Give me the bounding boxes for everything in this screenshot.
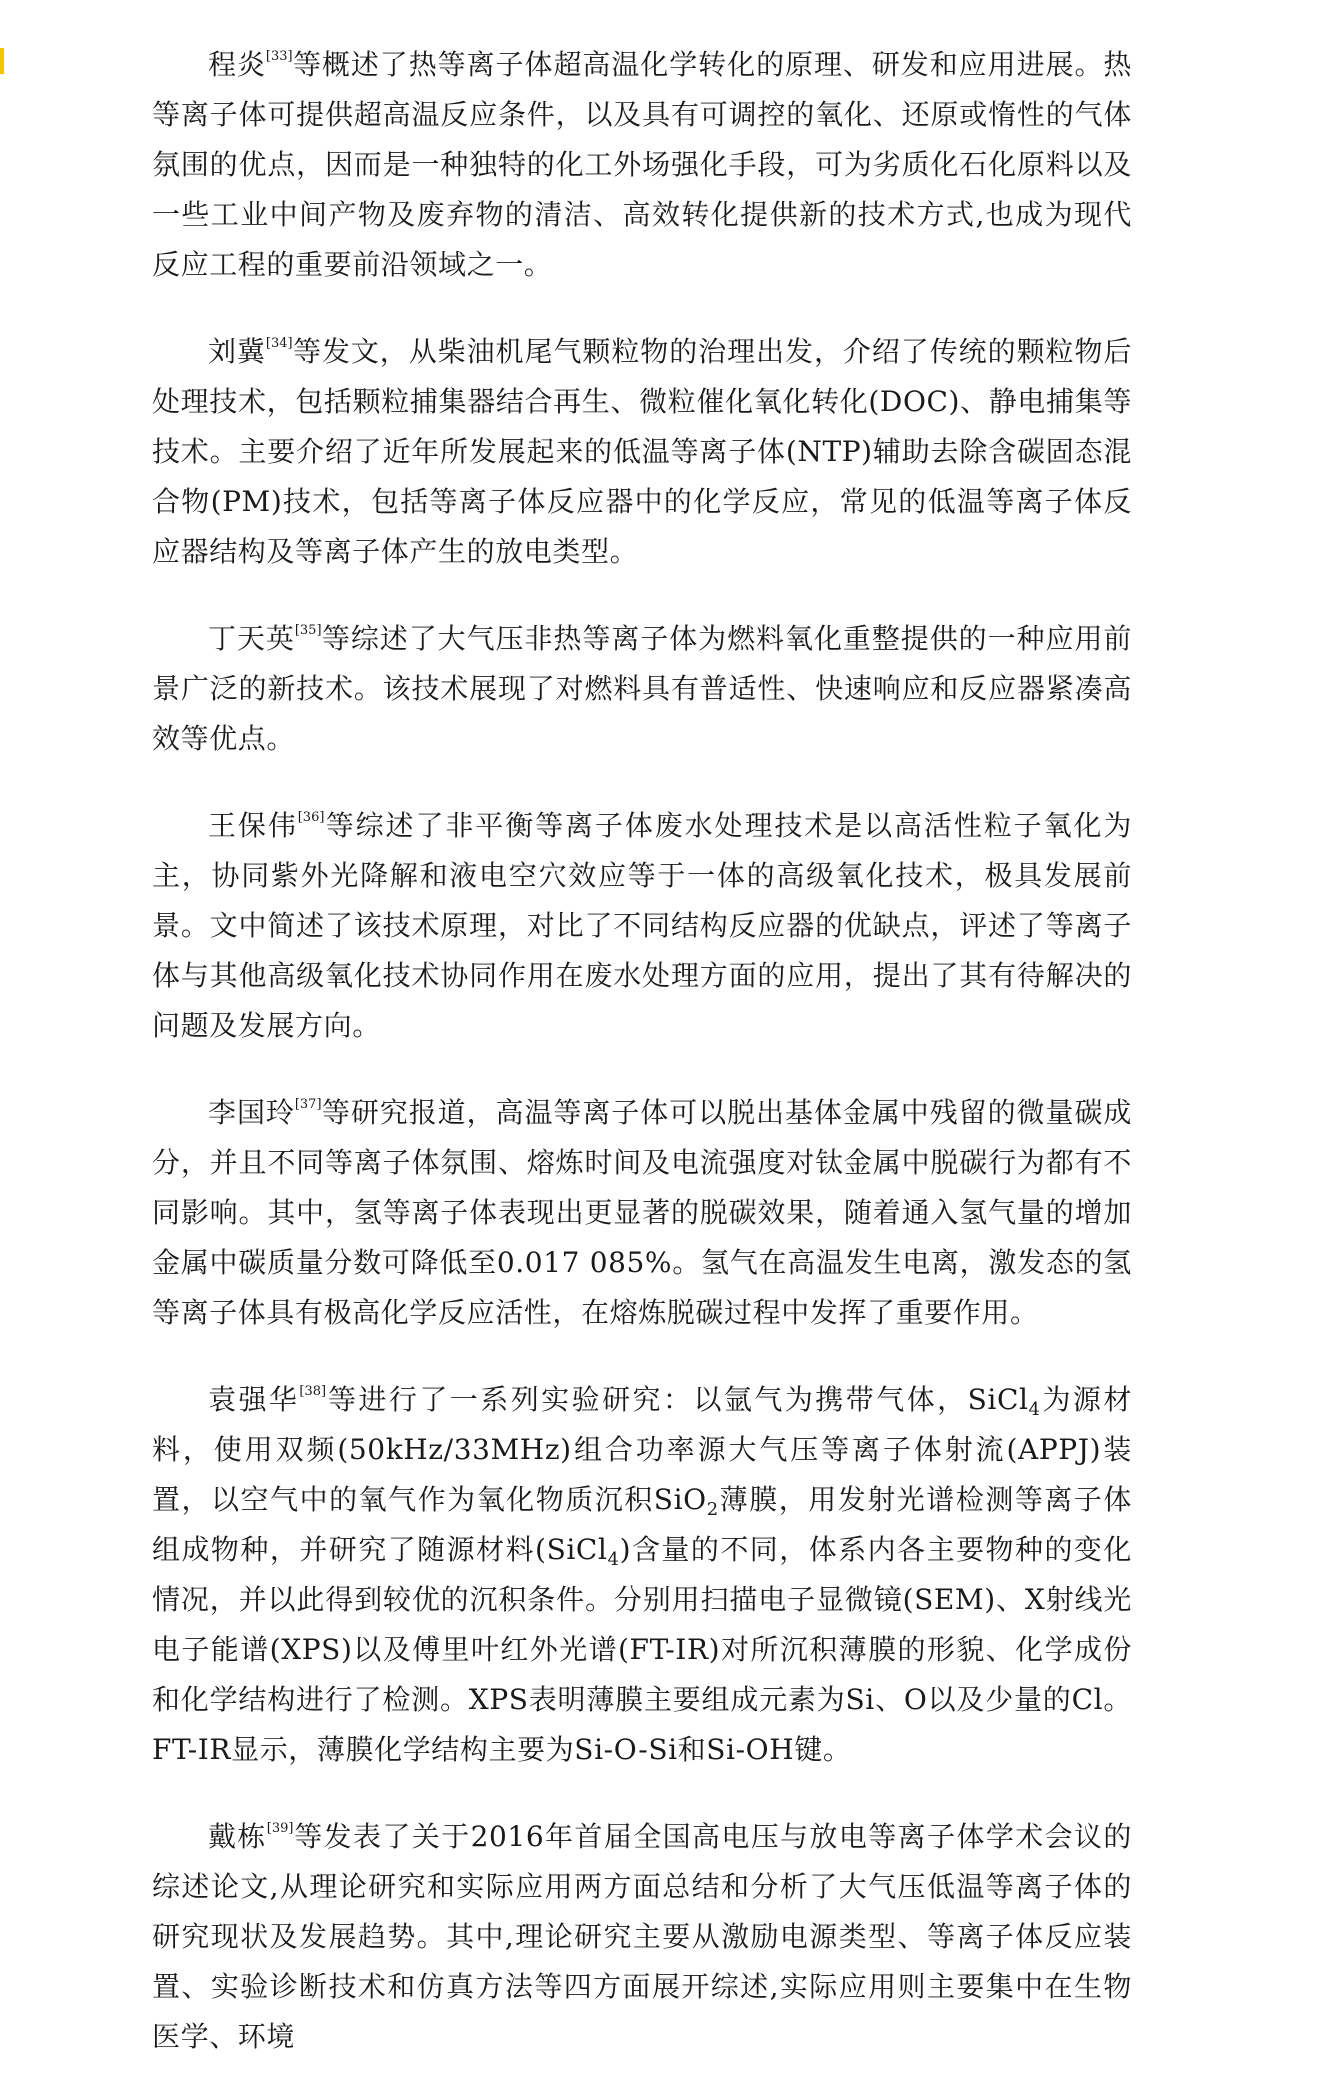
paragraph-text: 等综述了大气压非热等离子体为燃料氧化重整提供的一种应用前景广泛的新技术。该技术展现了对燃料具有普适性、快速响应和反应器紧凑高效等优点。 bbox=[152, 622, 1132, 755]
paragraph-li-guoling bbox=[152, 1088, 1132, 1338]
paragraph-text: 等发文，从柴油机尾气颗粒物的治理出发，介绍了传统的颗粒物后处理技术，包括颗粒捕集器结合再生、微粒催化氧化转化(DOC)、静电捕集等技术。主要介绍了近年所发展起来的低温等离子体(NTP)辅助去除含碳固态混合物(PM)技术，包括等离子体反应器中的化学反应，常见的低温等离子体反应器结构及等离子体产生的放电类型。 bbox=[152, 335, 1133, 568]
author-name: 戴栋 bbox=[208, 1820, 267, 1853]
paragraph-liu-ji bbox=[152, 327, 1132, 577]
citation-ref: [36] bbox=[297, 810, 325, 825]
paragraph-ding-tianying bbox=[152, 614, 1132, 764]
paragraph-text: 为源材料，使用双频(50kHz/33MHz)组合功率源大气压等离子体射流(APPJ)装置，以空气中的氧气作为氧化物质沉积SiO bbox=[152, 1383, 1132, 1516]
paragraph-dai-dong bbox=[152, 1812, 1132, 2062]
paragraph-text: 等进行了一系列实验研究：以氩气为携带气体，SiCl bbox=[326, 1383, 1029, 1416]
subscript-4: 4 bbox=[1028, 1399, 1041, 1420]
author-name: 袁强华 bbox=[208, 1383, 300, 1416]
paragraph-text: )含量的不同，体系内各主要物种的变化情况，并以此得到较优的沉积条件。分别用扫描电子显微镜(SEM)、X射线光电子能谱(XPS)以及傅里叶红外光谱(FT-IR)对所沉积薄膜的形貌、化学成份和化学结构进行了检测。XPS表明薄膜主要组成元素为Si、O以及少量的Cl。FT-IR显示，薄膜化学结构主要为Si-O-Si和Si-OH键。 bbox=[152, 1533, 1132, 1766]
paragraph-yuan-qianghua bbox=[152, 1375, 1132, 1775]
paragraph-wang-baowei bbox=[152, 801, 1132, 1051]
citation-ref: [38] bbox=[299, 1384, 327, 1399]
author-name: 王保伟 bbox=[208, 809, 298, 842]
paragraph-text: 等研究报道，高温等离子体可以脱出基体金属中残留的微量碳成分，并且不同等离子体氛围、熔炼时间及电流强度对钛金属中脱碳行为都有不同影响。其中，氢等离子体表现出更显著的脱碳效果，随着通入氢气量的增加金属中碳质量分数可降低至0.017 085%。氢气在高温发生电离，激发态的氢等离子体具有极高化学反应活性，在熔炼脱碳过程中发挥了重要作用。 bbox=[152, 1096, 1132, 1329]
subscript-4: 4 bbox=[607, 1549, 620, 1570]
citation-ref: [33] bbox=[265, 49, 293, 64]
author-name: 丁天英 bbox=[208, 622, 295, 655]
author-name: 李国玲 bbox=[208, 1096, 295, 1129]
citation-ref: [34] bbox=[265, 336, 293, 351]
author-name: 程炎 bbox=[208, 48, 266, 81]
citation-ref: [39] bbox=[266, 1821, 294, 1836]
author-name: 刘冀 bbox=[208, 335, 266, 368]
document-body bbox=[152, 40, 1132, 2099]
paragraph-text: 等概述了热等离子体超高温化学转化的原理、研发和应用进展。热等离子体可提供超高温反应条件，以及具有可调控的氧化、还原或惰性的气体氛围的优点，因而是一种独特的化工外场强化手段，可为劣质化石化原料以及一些工业中间产物及废弃物的清洁、高效转化提供新的技术方式,也成为现代反应工程的重要前沿领域之一。 bbox=[152, 48, 1133, 281]
paragraph-text: 等发表了关于2016年首届全国高电压与放电等离子体学术会议的综述论文,从理论研究和实际应用两方面总结和分析了大气压低温等离子体的研究现状及发展趋势。其中,理论研究主要从激励电源类型、等离子体反应装置、实验诊断技术和仿真方法等四方面展开综述,实际应用则主要集中在生物医学、环境 bbox=[152, 1820, 1132, 2053]
paragraph-text: 薄膜，用发射光谱检测等离子体组成物种，并研究了随源材料(SiCl bbox=[152, 1483, 1133, 1566]
citation-ref: [37] bbox=[294, 1097, 322, 1112]
subscript-2: 2 bbox=[706, 1499, 719, 1520]
citation-ref: [35] bbox=[294, 623, 322, 638]
page-edge-marker bbox=[0, 48, 4, 74]
paragraph-text: 等综述了非平衡等离子体废水处理技术是以高活性粒子氧化为主，协同紫外光降解和液电空穴效应等于一体的高级氧化技术，极具发展前景。文中简述了该技术原理，对比了不同结构反应器的优缺点，评述了等离子体与其他高级氧化技术协同作用在废水处理方面的应用，提出了其有待解决的问题及发展方向。 bbox=[152, 809, 1132, 1042]
paragraph-cheng-yan bbox=[152, 40, 1132, 290]
